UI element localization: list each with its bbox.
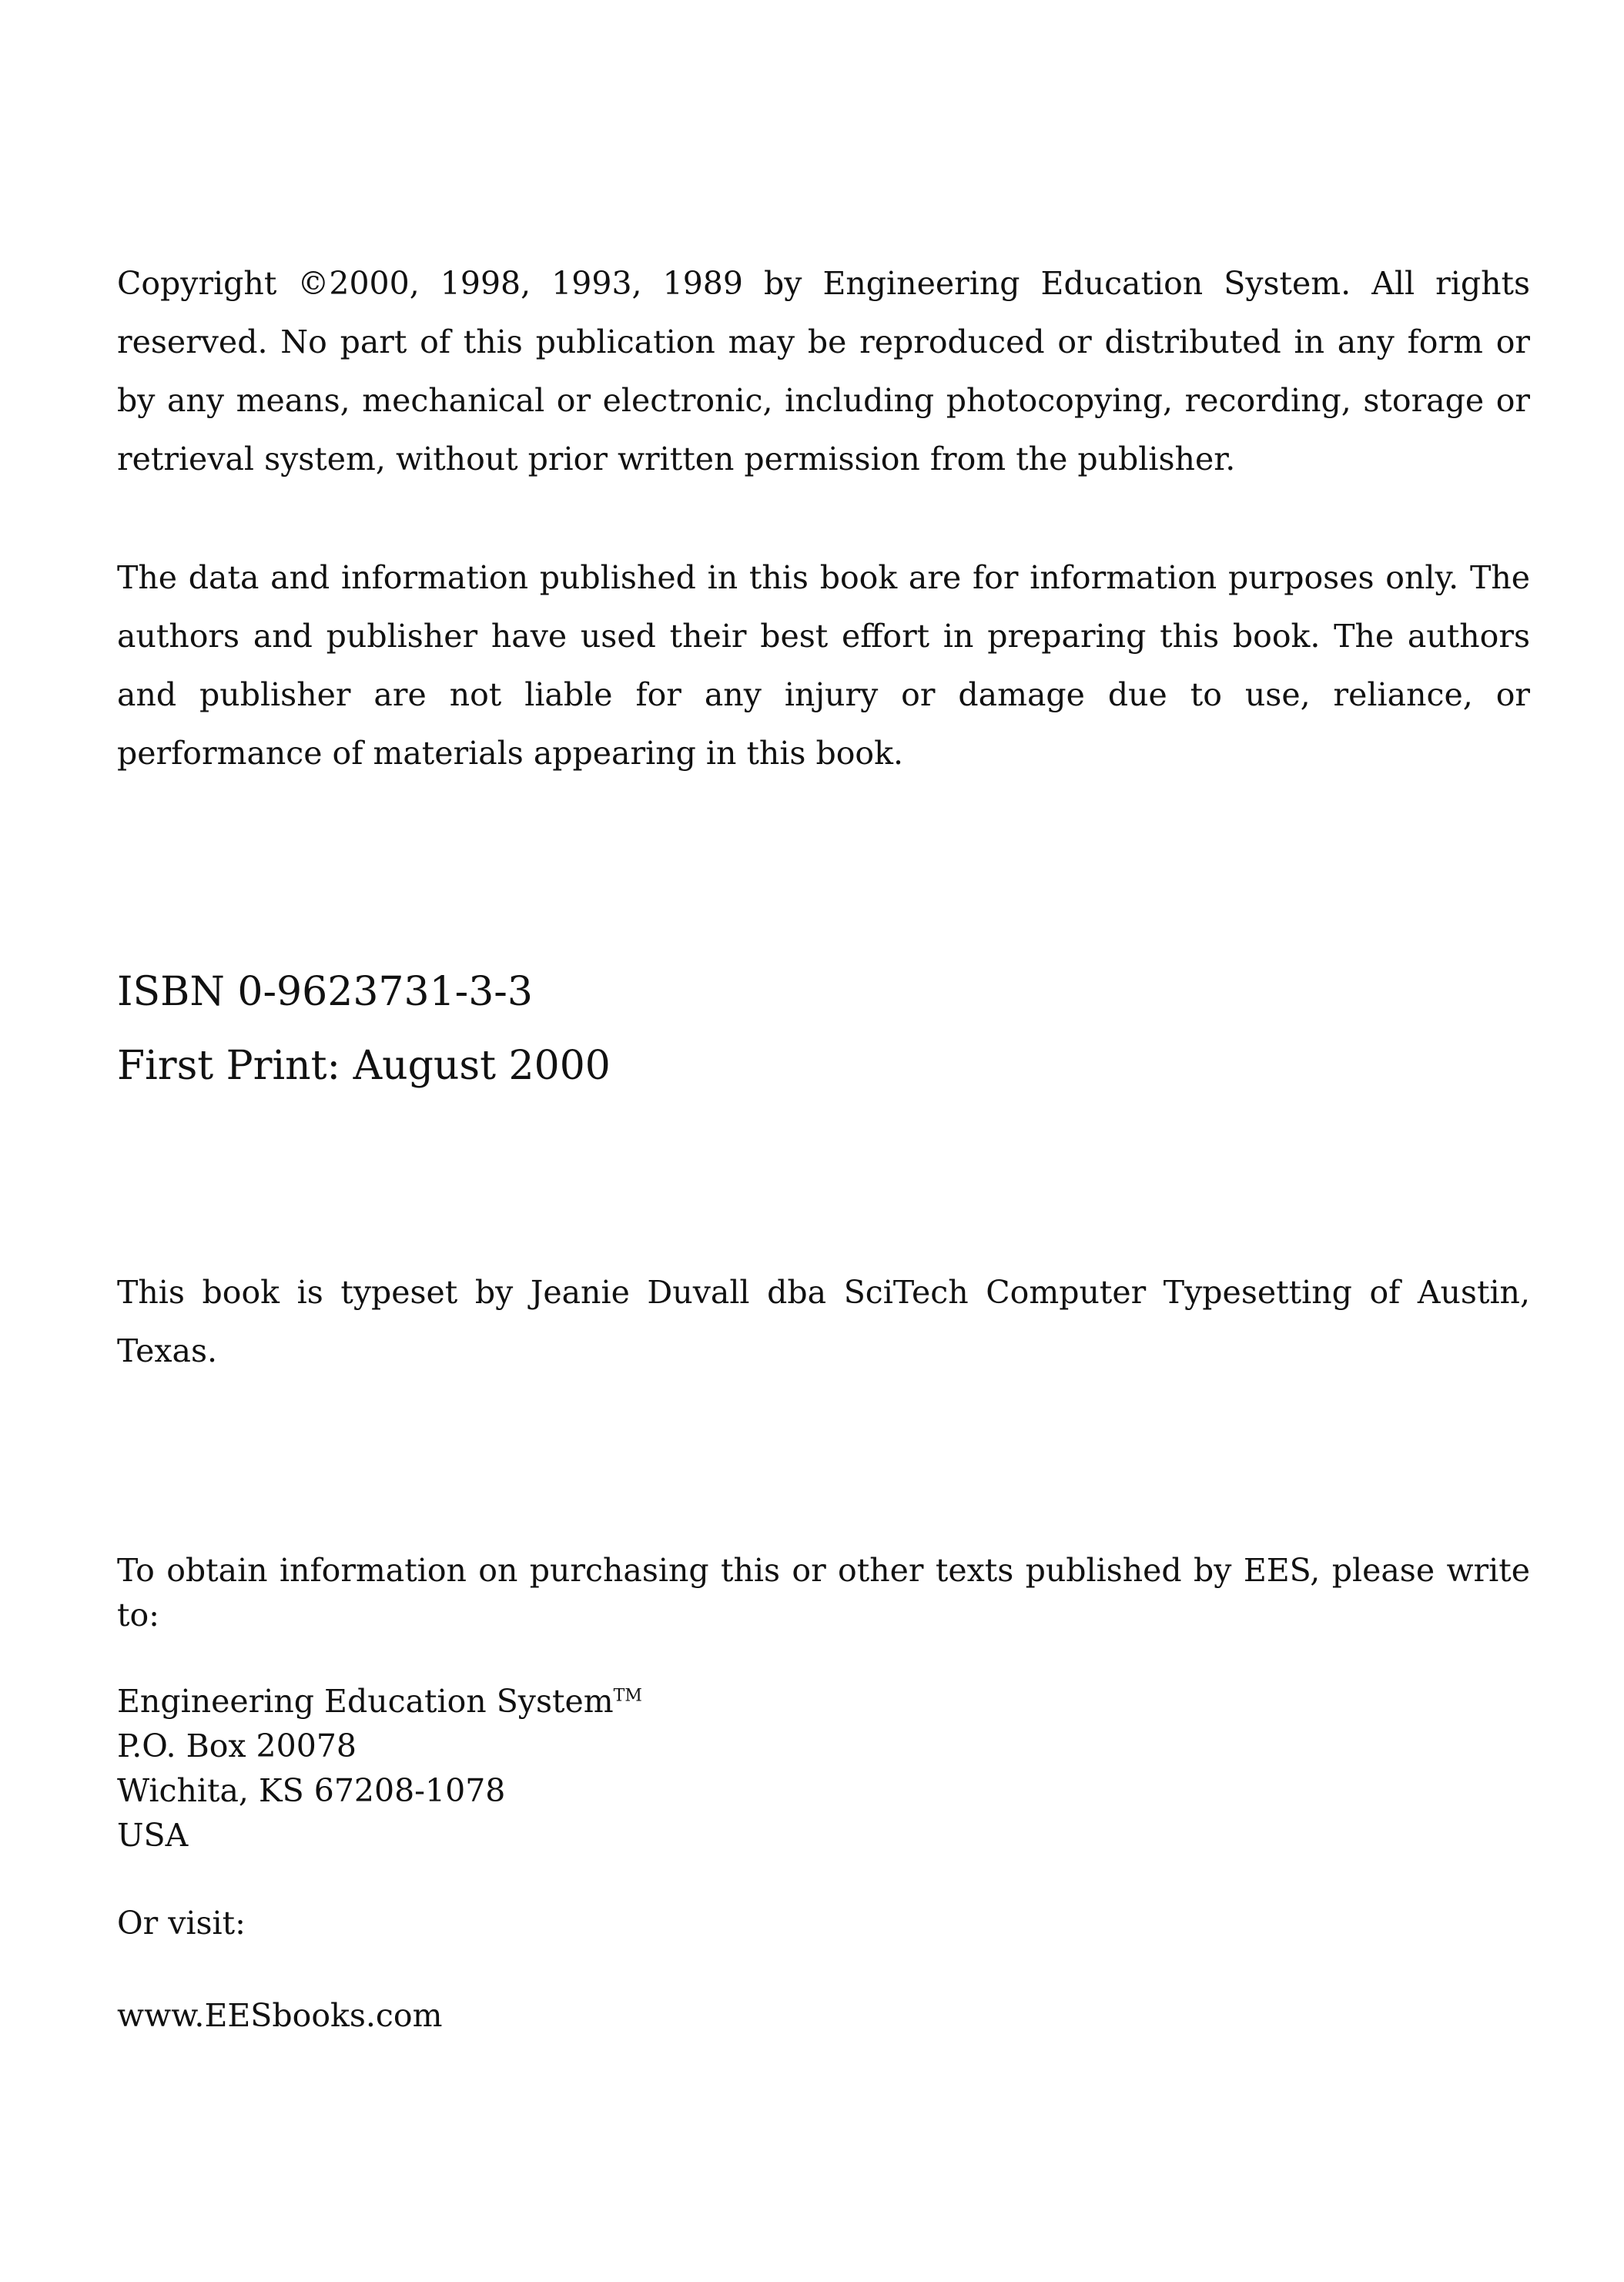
purchase-section xyxy=(117,1548,1530,1637)
website-link[interactable]: www.EESbooks.com xyxy=(117,1997,443,2034)
copyright-section xyxy=(117,254,1530,488)
first-print: First Print: August 2000 xyxy=(117,1043,611,1089)
publisher-name: Engineering Education System xyxy=(117,1683,614,1720)
city-state-zip: Wichita, KS 67208-1078 xyxy=(117,1772,506,1809)
typesetting-credit: This book is typeset by Jeanie Duvall dba SciTech Computer Typesetting of Austin, Texas. xyxy=(117,1274,1530,1369)
country: USA xyxy=(117,1817,189,1854)
publisher-address xyxy=(117,1679,1530,1858)
edition-section xyxy=(117,955,1530,1103)
copyright-notice: Copyright ©2000, 1998, 1993, 1989 by Engineering Education System. All rights reserved. No part of this publication may be reproduced or distributed in any form or by any means, mechanical or electronic, including photocopying, recording, storage or retrieval system, without prior written permission from the publisher. xyxy=(117,265,1530,478)
website-section xyxy=(117,1993,1530,2038)
trademark-mark: TM xyxy=(613,1686,642,1706)
po-box: P.O. Box 20078 xyxy=(117,1727,357,1764)
publisher-name-line xyxy=(117,1679,1530,1724)
disclaimer-notice: The data and information published in this book are for information purposes only. The authors and publisher have used their best effort in preparing this book. The authors and publisher are not liable for any injury or damage due to use, reliance, or performance of materials appearing in this book. xyxy=(117,559,1530,772)
visit-section xyxy=(117,1901,1530,1945)
visit-label: Or visit: xyxy=(117,1905,246,1942)
disclaimer-section xyxy=(117,548,1530,782)
purchase-intro: To obtain information on purchasing this or other texts published by EES, please write to: xyxy=(117,1552,1530,1634)
typesetting-section xyxy=(117,1263,1530,1380)
isbn: ISBN 0-9623731-3-3 xyxy=(117,969,533,1015)
